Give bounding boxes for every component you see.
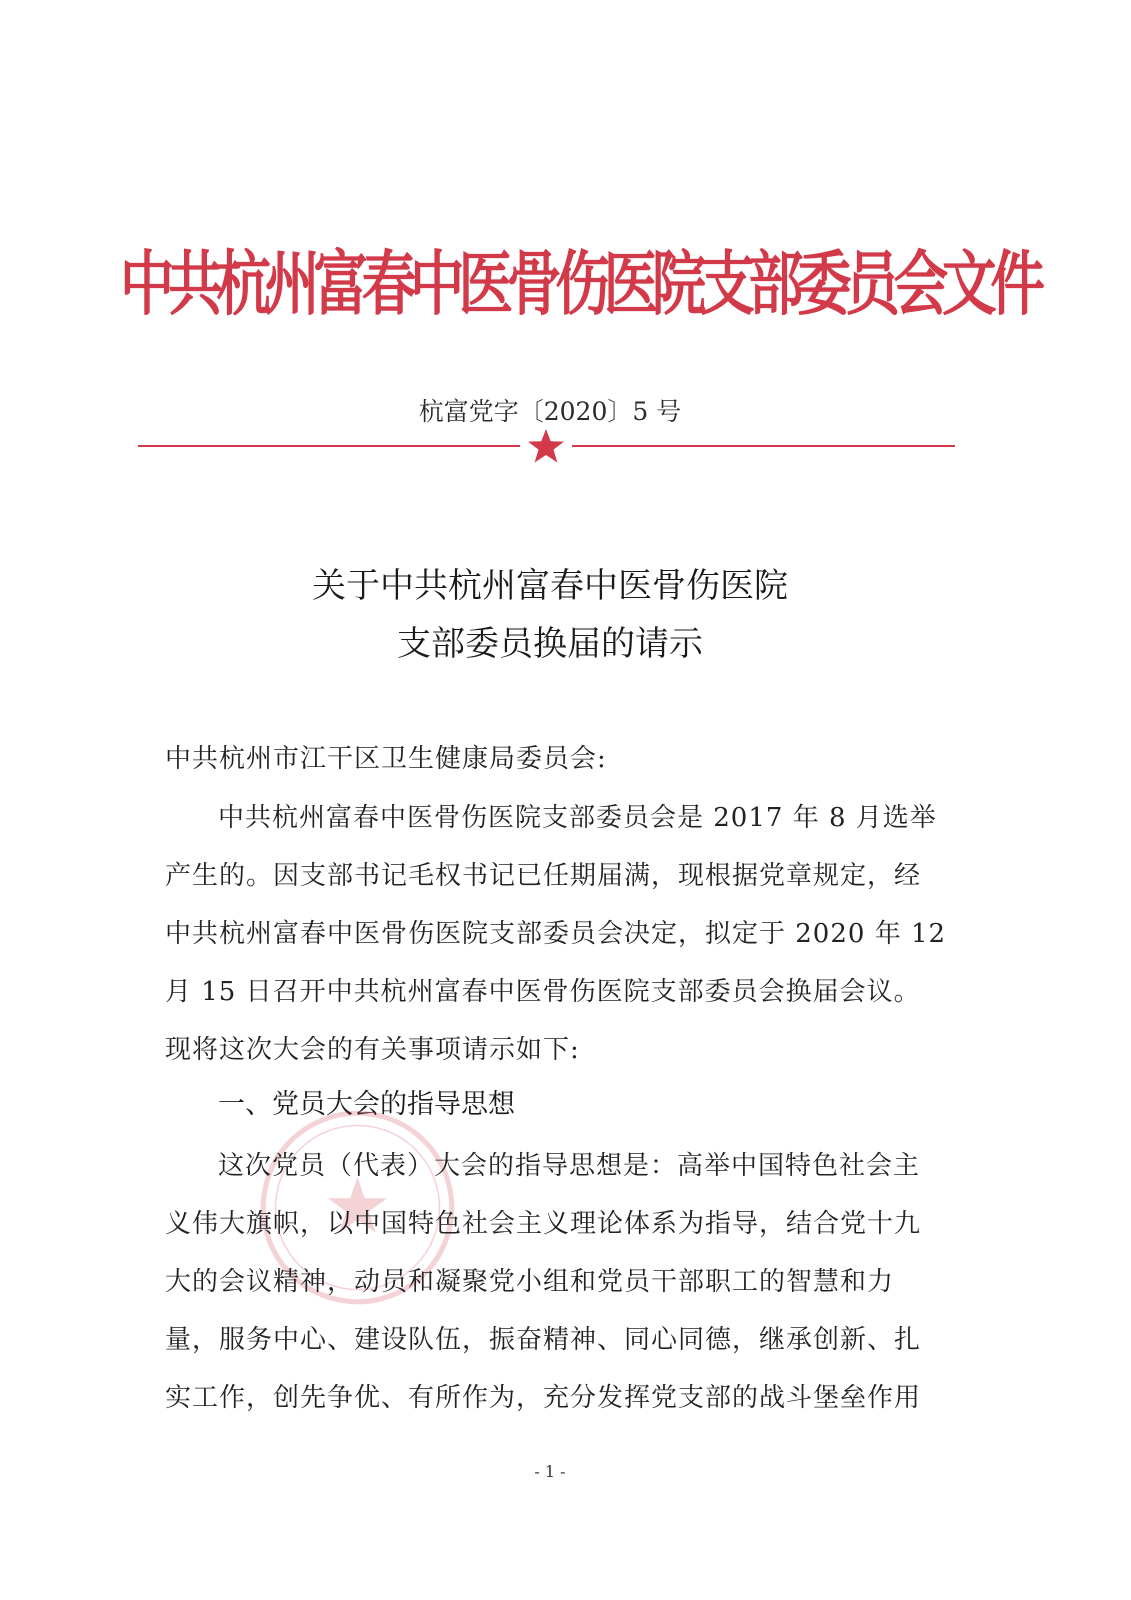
paragraph-2-line: 义伟大旗帜，以中国特色社会主义理论体系为指导，结合党十九 [165, 1209, 922, 1239]
paragraph-1-line: 中共杭州富春中医骨伤医院支部委员会是 2017 年 8 月选举 [218, 803, 937, 833]
paragraph-2-line: 量，服务中心、建设队伍，振奋精神、同心同德，继承创新、扎 [165, 1325, 922, 1355]
red-divider-left [138, 445, 520, 447]
paragraph-1-line: 中共杭州富春中医骨伤医院支部委员会决定，拟定于 2020 年 12 [165, 919, 947, 949]
document-number: 杭富党字〔2020〕5 号 [418, 397, 682, 426]
page-number: - 1 - [534, 1462, 566, 1481]
paragraph-2-line: 这次党员（代表）大会的指导思想是：高举中国特色社会主 [218, 1151, 921, 1181]
document-title-line-1: 关于中共杭州富春中医骨伤医院 [312, 566, 788, 606]
paragraph-2-line: 大的会议精神，动员和凝聚党小组和党员干部职工的智慧和力 [165, 1267, 895, 1297]
paragraph-1-line: 月 15 日召开中共杭州富春中医骨伤医院支部委员会换届会议。 [165, 977, 921, 1007]
recipient-line: 中共杭州市江干区卫生健康局委员会: [165, 744, 607, 774]
paragraph-2-line: 实工作，创先争优、有所作为，充分发挥党支部的战斗堡垒作用 [165, 1383, 922, 1413]
section-heading-1: 一、党员大会的指导思想 [218, 1089, 515, 1120]
red-divider-right [572, 445, 955, 447]
paragraph-1-line: 现将这次大会的有关事项请示如下: [165, 1035, 580, 1065]
paragraph-1-line: 产生的。因支部书记毛权书记已任期届满，现根据党章规定，经 [165, 861, 922, 891]
document-title-line-2: 支部委员换届的请示 [397, 624, 703, 664]
red-star-icon [526, 428, 566, 464]
red-header-title: 中共杭州富春中医骨伤医院支部委员会文件 [119, 243, 1039, 325]
